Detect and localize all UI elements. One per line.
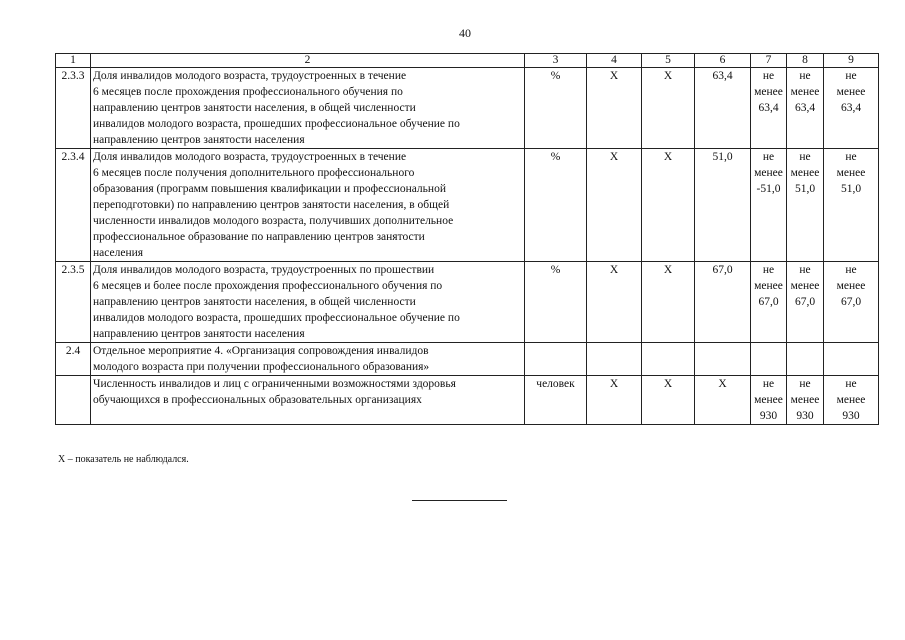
target-line: менее bbox=[790, 86, 820, 98]
target-line: 67,0 bbox=[758, 296, 779, 308]
unit-cell bbox=[525, 343, 587, 376]
indicator-name bbox=[91, 262, 525, 343]
footnote: Х – показатель не наблюдался. bbox=[58, 454, 189, 465]
indicator-line: обучающихся в профессиональных образовательных организациях bbox=[93, 394, 422, 406]
value-col-6: 63,4 bbox=[695, 68, 751, 149]
header-row bbox=[56, 54, 879, 68]
value-col-4: Х bbox=[587, 149, 642, 262]
target-line: менее bbox=[754, 394, 783, 406]
target-line: 67,0 bbox=[840, 296, 862, 308]
indicator-name bbox=[91, 376, 525, 425]
target-col-7 bbox=[751, 376, 787, 425]
target-line: не bbox=[762, 151, 775, 163]
table-row bbox=[56, 149, 879, 262]
value-col-4: Х bbox=[587, 376, 642, 425]
table-row bbox=[56, 68, 879, 149]
indicator-line: направлению центров занятости населения bbox=[93, 134, 305, 146]
value-col-4 bbox=[587, 343, 642, 376]
col-header-2: 2 bbox=[91, 54, 525, 68]
target-line: не bbox=[799, 264, 811, 276]
indicator-line: профессиональное образование по направлению центров занятости bbox=[93, 231, 425, 243]
value-col-5: Х bbox=[642, 262, 695, 343]
unit-cell: человек bbox=[525, 376, 587, 425]
target-col-8 bbox=[787, 343, 824, 376]
target-line: 51,0 bbox=[794, 183, 816, 195]
target-col-8 bbox=[787, 262, 824, 343]
target-col-8 bbox=[787, 149, 824, 262]
indicator-line: инвалидов молодого возраста, прошедших профессиональное обучение по bbox=[93, 312, 460, 324]
closing-rule bbox=[412, 500, 507, 501]
target-col-9 bbox=[824, 343, 879, 376]
col-header-5: 5 bbox=[642, 54, 695, 68]
target-col-9 bbox=[824, 376, 879, 425]
target-line: менее bbox=[836, 394, 866, 406]
target-col-9 bbox=[824, 262, 879, 343]
target-line: не bbox=[762, 264, 775, 276]
target-line: не bbox=[845, 70, 857, 82]
target-line: не bbox=[845, 378, 857, 390]
target-line: менее bbox=[836, 167, 866, 179]
indicator-line: направлению центров занятости населения, в общей численности bbox=[93, 296, 416, 308]
target-col-8 bbox=[787, 68, 824, 149]
target-line: 67,0 bbox=[794, 296, 816, 308]
target-line: менее bbox=[836, 86, 866, 98]
target-line: не bbox=[845, 264, 857, 276]
value-col-5: Х bbox=[642, 149, 695, 262]
target-line: не bbox=[799, 378, 811, 390]
value-col-6 bbox=[695, 343, 751, 376]
col-header-9: 9 bbox=[824, 54, 879, 68]
col-header-4: 4 bbox=[587, 54, 642, 68]
indicator-line: Доля инвалидов молодого возраста, трудоустроенных в течение bbox=[93, 70, 407, 82]
row-number: 2.4 bbox=[56, 343, 91, 376]
target-line: 63,4 bbox=[794, 102, 816, 114]
target-line: менее bbox=[754, 167, 783, 179]
indicator-name bbox=[91, 149, 525, 262]
indicator-line: населения bbox=[93, 247, 144, 259]
table-row bbox=[56, 343, 879, 376]
col-header-6: 6 bbox=[695, 54, 751, 68]
target-col-7 bbox=[751, 343, 787, 376]
value-col-5: Х bbox=[642, 68, 695, 149]
unit-cell: % bbox=[525, 68, 587, 149]
target-line: менее bbox=[790, 394, 820, 406]
target-line: не bbox=[799, 70, 811, 82]
col-header-3: 3 bbox=[525, 54, 587, 68]
indicator-name bbox=[91, 343, 525, 376]
indicator-line: 6 месяцев после прохождения профессионального обучения по bbox=[93, 86, 403, 98]
target-line: 63,4 bbox=[758, 102, 779, 114]
value-col-5 bbox=[642, 343, 695, 376]
target-col-8 bbox=[787, 376, 824, 425]
value-col-4: Х bbox=[587, 68, 642, 149]
indicator-line: образования (программ повышения квалификации и профессиональной bbox=[93, 183, 446, 195]
target-col-9 bbox=[824, 149, 879, 262]
indicator-line: направлению центров занятости населения, в общей численности bbox=[93, 102, 416, 114]
target-line: менее bbox=[790, 167, 820, 179]
indicator-line: 6 месяцев после получения дополнительного профессионального bbox=[93, 167, 415, 179]
indicator-line: 6 месяцев и более после прохождения профессионального обучения по bbox=[93, 280, 443, 292]
target-line: не bbox=[762, 378, 775, 390]
target-line: -51,0 bbox=[756, 183, 781, 195]
indicator-line: инвалидов молодого возраста, прошедших профессиональное обучение по bbox=[93, 118, 460, 130]
target-line: менее bbox=[754, 280, 783, 292]
row-number: 2.3.4 bbox=[56, 149, 91, 262]
value-col-6: 67,0 bbox=[695, 262, 751, 343]
col-header-7: 7 bbox=[751, 54, 787, 68]
indicator-line: переподготовки) по направлению центров занятости населения, в общей bbox=[93, 199, 450, 211]
target-col-7 bbox=[751, 262, 787, 343]
table-row bbox=[56, 262, 879, 343]
row-number: 2.3.5 bbox=[56, 262, 91, 343]
target-col-7 bbox=[751, 68, 787, 149]
target-line: 51,0 bbox=[840, 183, 862, 195]
indicator-name bbox=[91, 68, 525, 149]
target-line: не bbox=[762, 70, 775, 82]
target-line: не bbox=[799, 151, 811, 163]
target-line: не bbox=[845, 151, 857, 163]
table-row bbox=[56, 376, 879, 425]
indicator-line: Доля инвалидов молодого возраста, трудоустроенных в течение bbox=[93, 151, 407, 163]
value-col-6: 51,0 bbox=[695, 149, 751, 262]
target-col-7 bbox=[751, 149, 787, 262]
row-number: 2.3.3 bbox=[56, 68, 91, 149]
target-line: 930 bbox=[759, 410, 778, 422]
unit-cell: % bbox=[525, 262, 587, 343]
indicator-line: численности инвалидов молодого возраста, получивших дополнительное bbox=[93, 215, 454, 227]
target-line: менее bbox=[754, 86, 783, 98]
row-number bbox=[56, 376, 91, 425]
target-line: менее bbox=[790, 280, 820, 292]
value-col-5: Х bbox=[642, 376, 695, 425]
target-line: 63,4 bbox=[840, 102, 862, 114]
page-number: 40 bbox=[459, 26, 471, 40]
target-col-9 bbox=[824, 68, 879, 149]
col-header-1: 1 bbox=[56, 54, 91, 68]
indicator-line: Численность инвалидов и лиц с ограниченными возможностями здоровья bbox=[93, 378, 456, 390]
indicator-line: направлению центров занятости населения bbox=[93, 328, 305, 340]
target-line: 930 bbox=[842, 410, 860, 422]
indicator-line: Доля инвалидов молодого возраста, трудоустроенных по прошествии bbox=[93, 264, 435, 276]
value-col-4: Х bbox=[587, 262, 642, 343]
target-line: 930 bbox=[796, 410, 814, 422]
indicator-line: молодого возраста при получении профессионального образования» bbox=[93, 361, 430, 373]
unit-cell: % bbox=[525, 149, 587, 262]
target-line: менее bbox=[836, 280, 866, 292]
indicators-table bbox=[55, 53, 879, 425]
indicator-line: Отдельное мероприятие 4. «Организация сопровождения инвалидов bbox=[93, 345, 429, 357]
col-header-8: 8 bbox=[787, 54, 824, 68]
value-col-6: Х bbox=[695, 376, 751, 425]
